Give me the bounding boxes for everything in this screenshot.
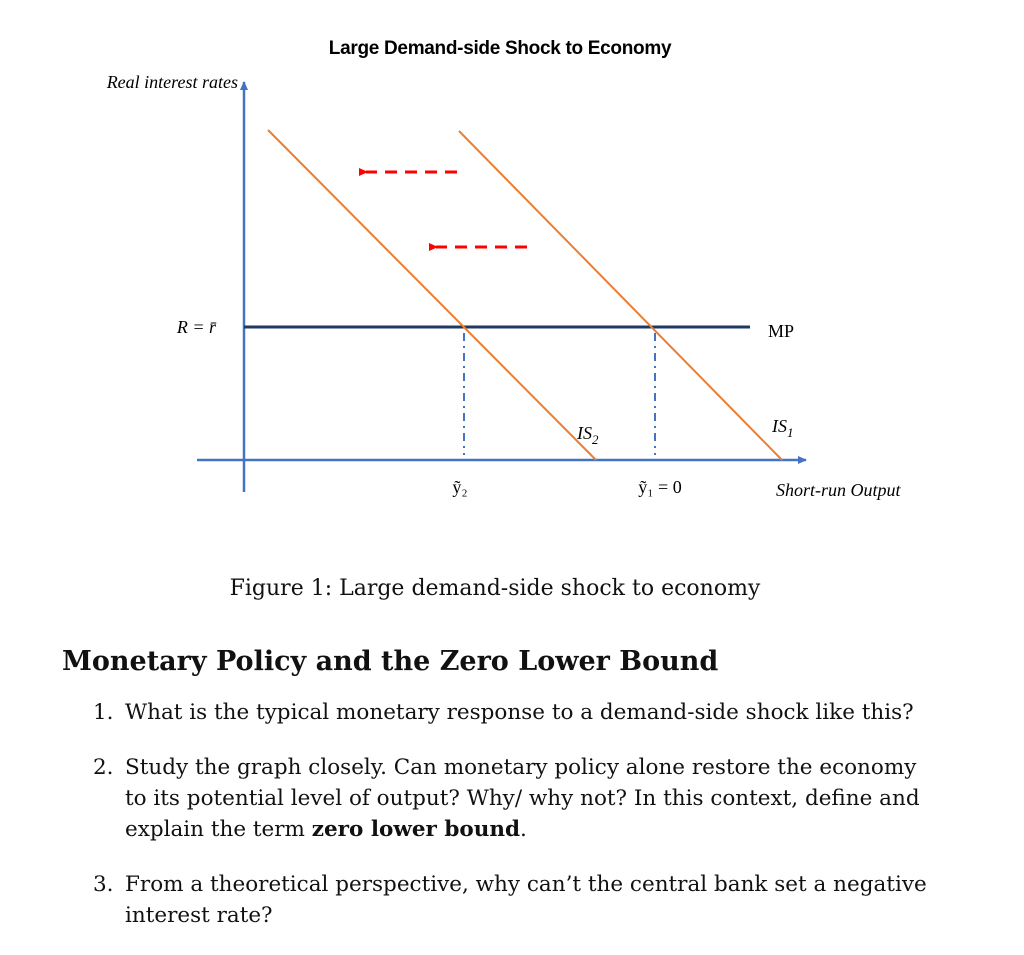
y-tick-r: R = r̄ bbox=[176, 317, 216, 337]
mp-label: MP bbox=[768, 321, 795, 341]
question-item bbox=[0, 697, 1024, 728]
x-tick-y2: ỹ₂ bbox=[452, 477, 468, 497]
section-title: Monetary Policy and the Zero Lower Bound bbox=[62, 646, 719, 677]
is2-label: $IS_2$ bbox=[577, 423, 599, 447]
question-number: 1. bbox=[93, 700, 114, 725]
figure-caption: Figure 1: Large demand-side shock to economy bbox=[229, 576, 761, 601]
y-axis-label: Real interest rates bbox=[106, 72, 238, 92]
question-item bbox=[0, 869, 1024, 931]
question-text: From a theoretical perspective, why can’t the central bank set a negative interest rate? bbox=[125, 872, 927, 928]
is1-curve bbox=[459, 131, 782, 460]
question-text: Study the graph closely. Can monetary policy alone restore the economy to its potential level of output? Why/ why not? In this context, define and explain the term bbox=[125, 755, 920, 842]
chart-title: Large Demand-side Shock to Economy bbox=[328, 38, 672, 59]
question-text: What is the typical monetary response to a demand-side shock like this? bbox=[125, 700, 914, 725]
question-text-end: . bbox=[520, 817, 527, 842]
is2-curve bbox=[268, 130, 596, 460]
is1-label: $IS_1$ bbox=[772, 416, 794, 440]
x-axis-label: Short-run Output bbox=[776, 480, 901, 500]
question-number: 3. bbox=[93, 872, 114, 897]
x-tick-y1: ỹ₁ = 0 bbox=[638, 477, 682, 497]
question-list bbox=[0, 697, 1024, 955]
question-item bbox=[0, 752, 1024, 845]
question-number: 2. bbox=[93, 755, 114, 780]
question-keyword: zero lower bound bbox=[311, 817, 520, 842]
